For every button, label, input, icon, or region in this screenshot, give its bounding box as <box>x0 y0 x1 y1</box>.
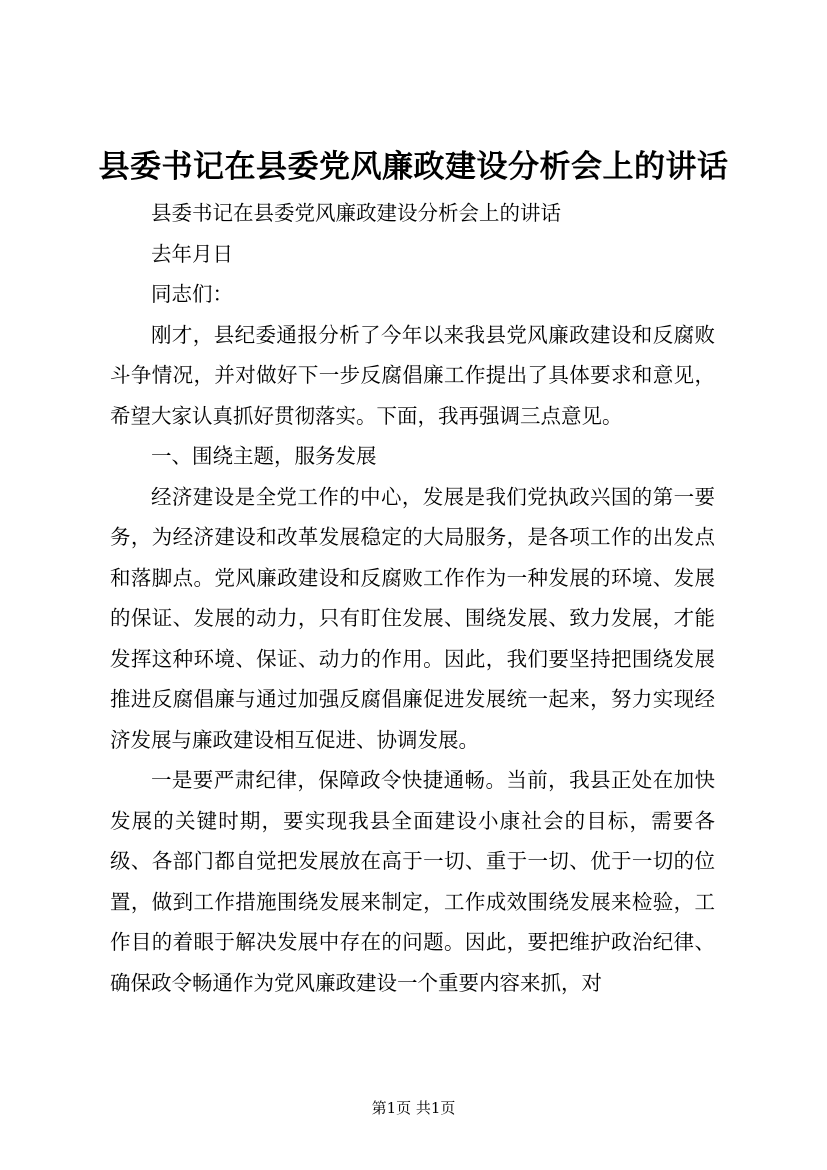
body-paragraph: 刚才，县纪委通报分析了今年以来我县党风廉政建设和反腐败斗争情况，并对做好下一步反腐倡廉工作提出了具体要求和意见，希望大家认真抓好贯彻落实。下面，我再强调三点意见。 <box>110 322 715 428</box>
section-heading: 一、围绕主题，服务发展 <box>151 444 377 468</box>
document-title: 县委书记在县委党风廉政建设分析会上的讲话 <box>98 149 729 185</box>
body-paragraph: 经济建设是全党工作的中心，发展是我们党执政兴国的第一要务，为经济建设和改革发展稳定的大局服务，是各项工作的出发点和落脚点。党风廉政建设和反腐败工作作为一种发展的环境、发展的保证、发展的动力，只有盯住发展、围绕发展、致力发展，才能发挥这种环境、保证、动力的作用。因此，我们要坚持把围绕发展推进反腐倡廉与通过加强反腐倡廉促进发展统一起来，努力实现经济发展与廉政建设相互促进、协调发展。 <box>110 484 715 752</box>
subtitle-paragraph: 县委书记在县委党风廉政建设分析会上的讲话 <box>151 201 561 225</box>
body-paragraph: 一是要严肃纪律，保障政令快捷通畅。当前，我县正处在加快发展的关键时期，要实现我县全面建设小康社会的目标，需要各级、各部门都自觉把发展放在高于一切、重于一切、优于一切的位置，做到工作措施围绕发展来制定，工作成效围绕发展来检验，工作目的着眼于解决发展中存在的问题。因此，要把维护政治纪律、确保政令畅通作为党风廉政建设一个重要内容来抓，对 <box>110 768 715 995</box>
salutation-paragraph: 同志们： <box>151 282 233 306</box>
date-paragraph: 去年月日 <box>151 241 233 266</box>
document-body <box>110 193 715 1003</box>
page-footer: 第1页 共1页 <box>371 1099 456 1117</box>
